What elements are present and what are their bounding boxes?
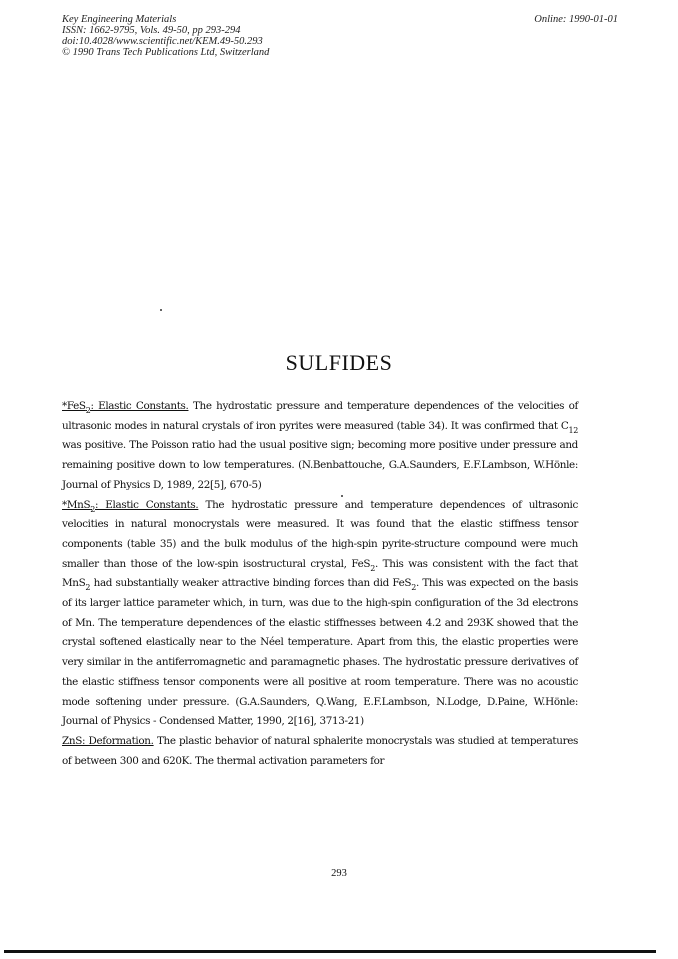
entry-mns2 [62, 496, 578, 732]
entry-zns [62, 732, 578, 771]
page-number: 293 [331, 868, 347, 879]
page-title: SULFIDES [285, 350, 393, 375]
doi-line: doi:10.4028/www.scientific.net/KEM.49-50.293 [62, 36, 263, 47]
entry-text: was positive. The Poisson ratio had the usual positive sign; becoming more positive under pressure and remaining positive down to low temperatures. (N.Benbattouche, G.A.Saunders, E.F.Lambson, W.Hönle: Journal of Physics D, 1989, 22[5], 670-5) [62, 439, 578, 491]
entry-fes2 [62, 397, 578, 496]
entry-text: The plastic behavior of natural sphalerite monocrystals was studied at temperatures of between 300 and 620K. The thermal activation parameters for [62, 734, 578, 767]
entry-text: The hydrostatic pressure and temperature dependences of ultrasonic velocities in natural monocrystals were measured. It was found that the elastic stiffness tensor components (table 35) and the bulk modulus of the high-spin pyrite-structure compound were much smaller than those of the low-spin isostructural crystal, FeS [62, 498, 578, 570]
issn-line: ISSN: 1662-9795, Vols. 49-50, pp 293-294 [62, 25, 241, 36]
heading-text: : Elastic Constants. [95, 498, 199, 511]
entry-text: had substantially weaker attractive binding forces than did FeS [90, 577, 412, 590]
heading-subscript: 2 [85, 406, 91, 415]
journal-name: Key Engineering Materials [62, 14, 177, 25]
entry-text: . This was expected on the basis of its larger lattice parameter which, in turn, was due to the high-spin configuration of the 3d electrons of Mn. The temperature dependences of the elastic stiffnesses between 4.2 and 293K showed that the crystal softened elastically near to the Néel temperature. Apart from this, the elastic properties were very similar in the antiferromagnetic and paramagnetic phases. The hydrostatic pressure derivatives of the elastic stiffness tensor components were all positive at room temperature. There was no acoustic mode softening under pressure. (G.A.Saunders, Q.Wang, E.F.Lambson, N.Lodge, D.Paine, W.Hönle: Journal of Physics - Condensed Matter, 1990, 2[16], 3713-21) [62, 577, 578, 728]
heading-text: *FeS [62, 400, 86, 412]
entry-heading [62, 400, 189, 415]
footer-rule [4, 950, 656, 953]
copyright-line: © 1990 Trans Tech Publications Ltd, Switzerland [62, 47, 270, 58]
heading-text: *MnS [62, 498, 91, 511]
entry-heading: ZnS: Deformation. [62, 734, 154, 747]
journal-header [62, 14, 618, 58]
heading-text: : Elastic Constants. [90, 400, 189, 412]
entry-heading [62, 498, 199, 514]
heading-subscript: 2 [90, 504, 95, 514]
entry-text: . This was consistent with the fact that MnS [62, 557, 578, 590]
entry-text: The hydrostatic pressure and temperature dependences of the velocities of ultrasonic modes in natural crystals of iron pyrites were measured (table 34). It was confirmed that C [62, 400, 578, 432]
online-date: Online: 1990-01-01 [534, 14, 618, 25]
scan-speck [160, 309, 162, 311]
subscript: 12 [568, 425, 578, 435]
article-body [62, 397, 578, 771]
subscript: 2 [411, 583, 416, 593]
subscript: 2 [370, 563, 375, 573]
subscript: 2 [85, 583, 91, 593]
